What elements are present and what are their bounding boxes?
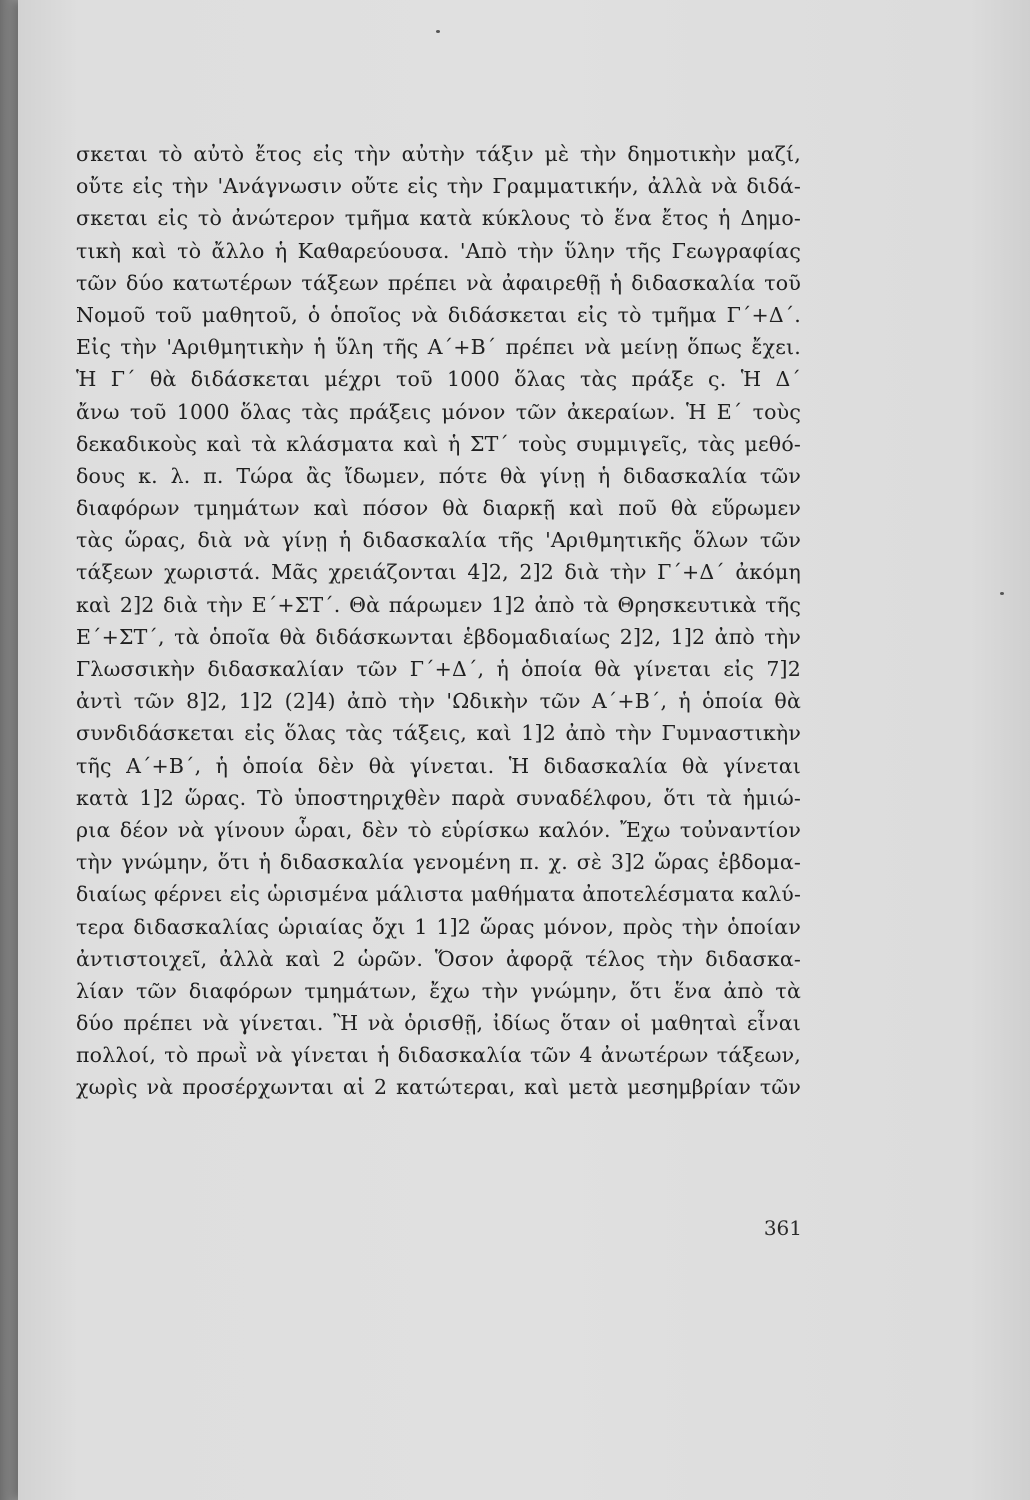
- text-line: Ἡ Γ΄ θὰ διδάσκεται μέχρι τοῦ 1000 ὅλας τὰς πράξε ς. Ἡ Δ΄: [76, 367, 801, 392]
- text-line: διαφόρων τμημάτων καὶ πόσον θὰ διαρκῇ καὶ ποῦ θὰ εὕρωμεν: [76, 496, 801, 521]
- text-line: ἀντιστοιχεῖ, ἀλλὰ καὶ 2 ὡρῶν. Ὅσον ἀφορᾷ τέλος τὴν διδασκα-: [76, 946, 801, 971]
- text-line: σκεται τὸ αὐτὸ ἔτος εἰς τὴν αὐτὴν τάξιν μὲ τὴν δημοτικὴν μαζί,: [76, 142, 801, 166]
- text-line: τερα διδασκαλίας ὡριαίας ὄχι 1 1]2 ὥρας μόνον, πρὸς τὴν ὁποίαν: [76, 914, 801, 939]
- paper-speck: [1000, 592, 1004, 595]
- text-line: πολλοί, τὸ πρωῒ νὰ γίνεται ἡ διδασκαλία τῶν 4 ἀνωτέρων τάξεων,: [76, 1043, 801, 1068]
- text-line: Εἰς τὴν 'Αριθμητικὴν ἡ ὕλη τῆς Α΄+Β΄ πρέπει νὰ μείνῃ ὅπως ἔχει.: [76, 335, 801, 360]
- text-line: τὰς ὥρας, διὰ νὰ γίνῃ ἡ διδασκαλία τῆς 'Αριθμητικῆς ὅλων τῶν: [76, 528, 801, 553]
- text-line: τῆς Α΄+Β΄, ἡ ὁποία δὲν θὰ γίνεται. Ἡ διδασκαλία θὰ γίνεται: [76, 753, 801, 778]
- book-spine-shadow: [0, 0, 18, 1500]
- text-line: συνδιδάσκεται εἰς ὅλας τὰς τάξεις, καὶ 1]2 ἀπὸ τὴν Γυμναστικὴν: [76, 721, 801, 746]
- text-line: τικὴ καὶ τὸ ἄλλο ἡ Καθαρεύουσα. 'Απὸ τὴν ὕλην τῆς Γεωγραφίας: [76, 238, 801, 263]
- text-line: ρια δέον νὰ γίνουν ὧραι, δὲν τὸ εὑρίσκω καλόν. Ἔχω τοὐναντίον: [76, 817, 801, 842]
- page-number: 361: [763, 1216, 802, 1240]
- text-line: δεκαδικοὺς καὶ τὰ κλάσματα καὶ ἡ ΣΤ΄ τοὺς συμμιγεῖς, τὰς μεθό-: [76, 431, 801, 456]
- text-line: τάξεων χωριστά. Μᾶς χρειάζονται 4]2, 2]2 διὰ τὴν Γ΄+Δ΄ ἀκόμη: [76, 560, 801, 585]
- text-line: τὴν γνώμην, ὅτι ἡ διδασκαλία γενομένη π. χ. σὲ 3]2 ὥρας ἑβδομα-: [76, 850, 801, 875]
- text-line: Γλωσσικὴν διδασκαλίαν τῶν Γ΄+Δ΄, ἡ ὁποία θὰ γίνεται εἰς 7]2: [76, 657, 801, 681]
- text-line: τῶν δύο κατωτέρων τάξεων πρέπει νὰ ἀφαιρεθῇ ἡ διδασκαλία τοῦ: [76, 270, 801, 295]
- text-line: δους κ. λ. π. Τώρα ἂς ἴδωμεν, πότε θὰ γίνῃ ἡ διδασκαλία τῶν: [76, 463, 801, 488]
- paper-speck: [436, 30, 440, 33]
- text-line: ἀντὶ τῶν 8]2, 1]2 (2]4) ἀπὸ τὴν 'Ωδικὴν τῶν Α΄+Β΄, ἡ ὁποία θὰ: [76, 689, 801, 714]
- text-line: σκεται εἰς τὸ ἀνώτερον τμῆμα κατὰ κύκλους τὸ ἕνα ἔτος ἡ Δημο-: [76, 206, 801, 231]
- book-page: [18, 0, 1030, 1500]
- text-line: δύο πρέπει νὰ γίνεται. Ἢ νὰ ὁρισθῇ, ἰδίως ὅταν οἱ μαθηταὶ εἶναι: [76, 1011, 801, 1036]
- text-line: χωρὶς νὰ προσέρχωνται αἱ 2 κατώτεραι, καὶ μετὰ μεσημβρίαν τῶν: [76, 1075, 801, 1100]
- text-line: Νομοῦ τοῦ μαθητοῦ, ὁ ὁποῖος νὰ διδάσκεται εἰς τὸ τμῆμα Γ΄+Δ΄.: [76, 302, 801, 327]
- text-line: καὶ 2]2 διὰ τὴν Ε΄+ΣΤ΄. Θὰ πάρωμεν 1]2 ἀπὸ τὰ Θρησκευτικὰ τῆς: [76, 592, 801, 617]
- text-line: ἄνω τοῦ 1000 ὅλας τὰς πράξεις μόνον τῶν ἀκεραίων. Ἡ Ε΄ τοὺς: [76, 399, 801, 424]
- text-line: Ε΄+ΣΤ΄, τὰ ὁποῖα θὰ διδάσκωνται ἑβδομαδιαίως 2]2, 1]2 ἀπὸ τὴν: [76, 624, 801, 649]
- text-line: διαίως φέρνει εἰς ὡρισμένα μάλιστα μαθήματα ἀποτελέσματα καλύ-: [76, 882, 801, 907]
- text-line: λίαν τῶν διαφόρων τμημάτων, ἔχω τὴν γνώμην, ὅτι ἕνα ἀπὸ τὰ: [76, 978, 801, 1003]
- text-line: οὔτε εἰς τὴν 'Ανάγνωσιν οὔτε εἰς τὴν Γραμματικήν, ἀλλὰ νὰ διδά-: [76, 174, 801, 199]
- text-line: κατὰ 1]2 ὥρας. Τὸ ὑποστηριχθὲν παρὰ συναδέλφου, ὅτι τὰ ἡμιώ-: [76, 785, 801, 810]
- body-text: [76, 138, 801, 1104]
